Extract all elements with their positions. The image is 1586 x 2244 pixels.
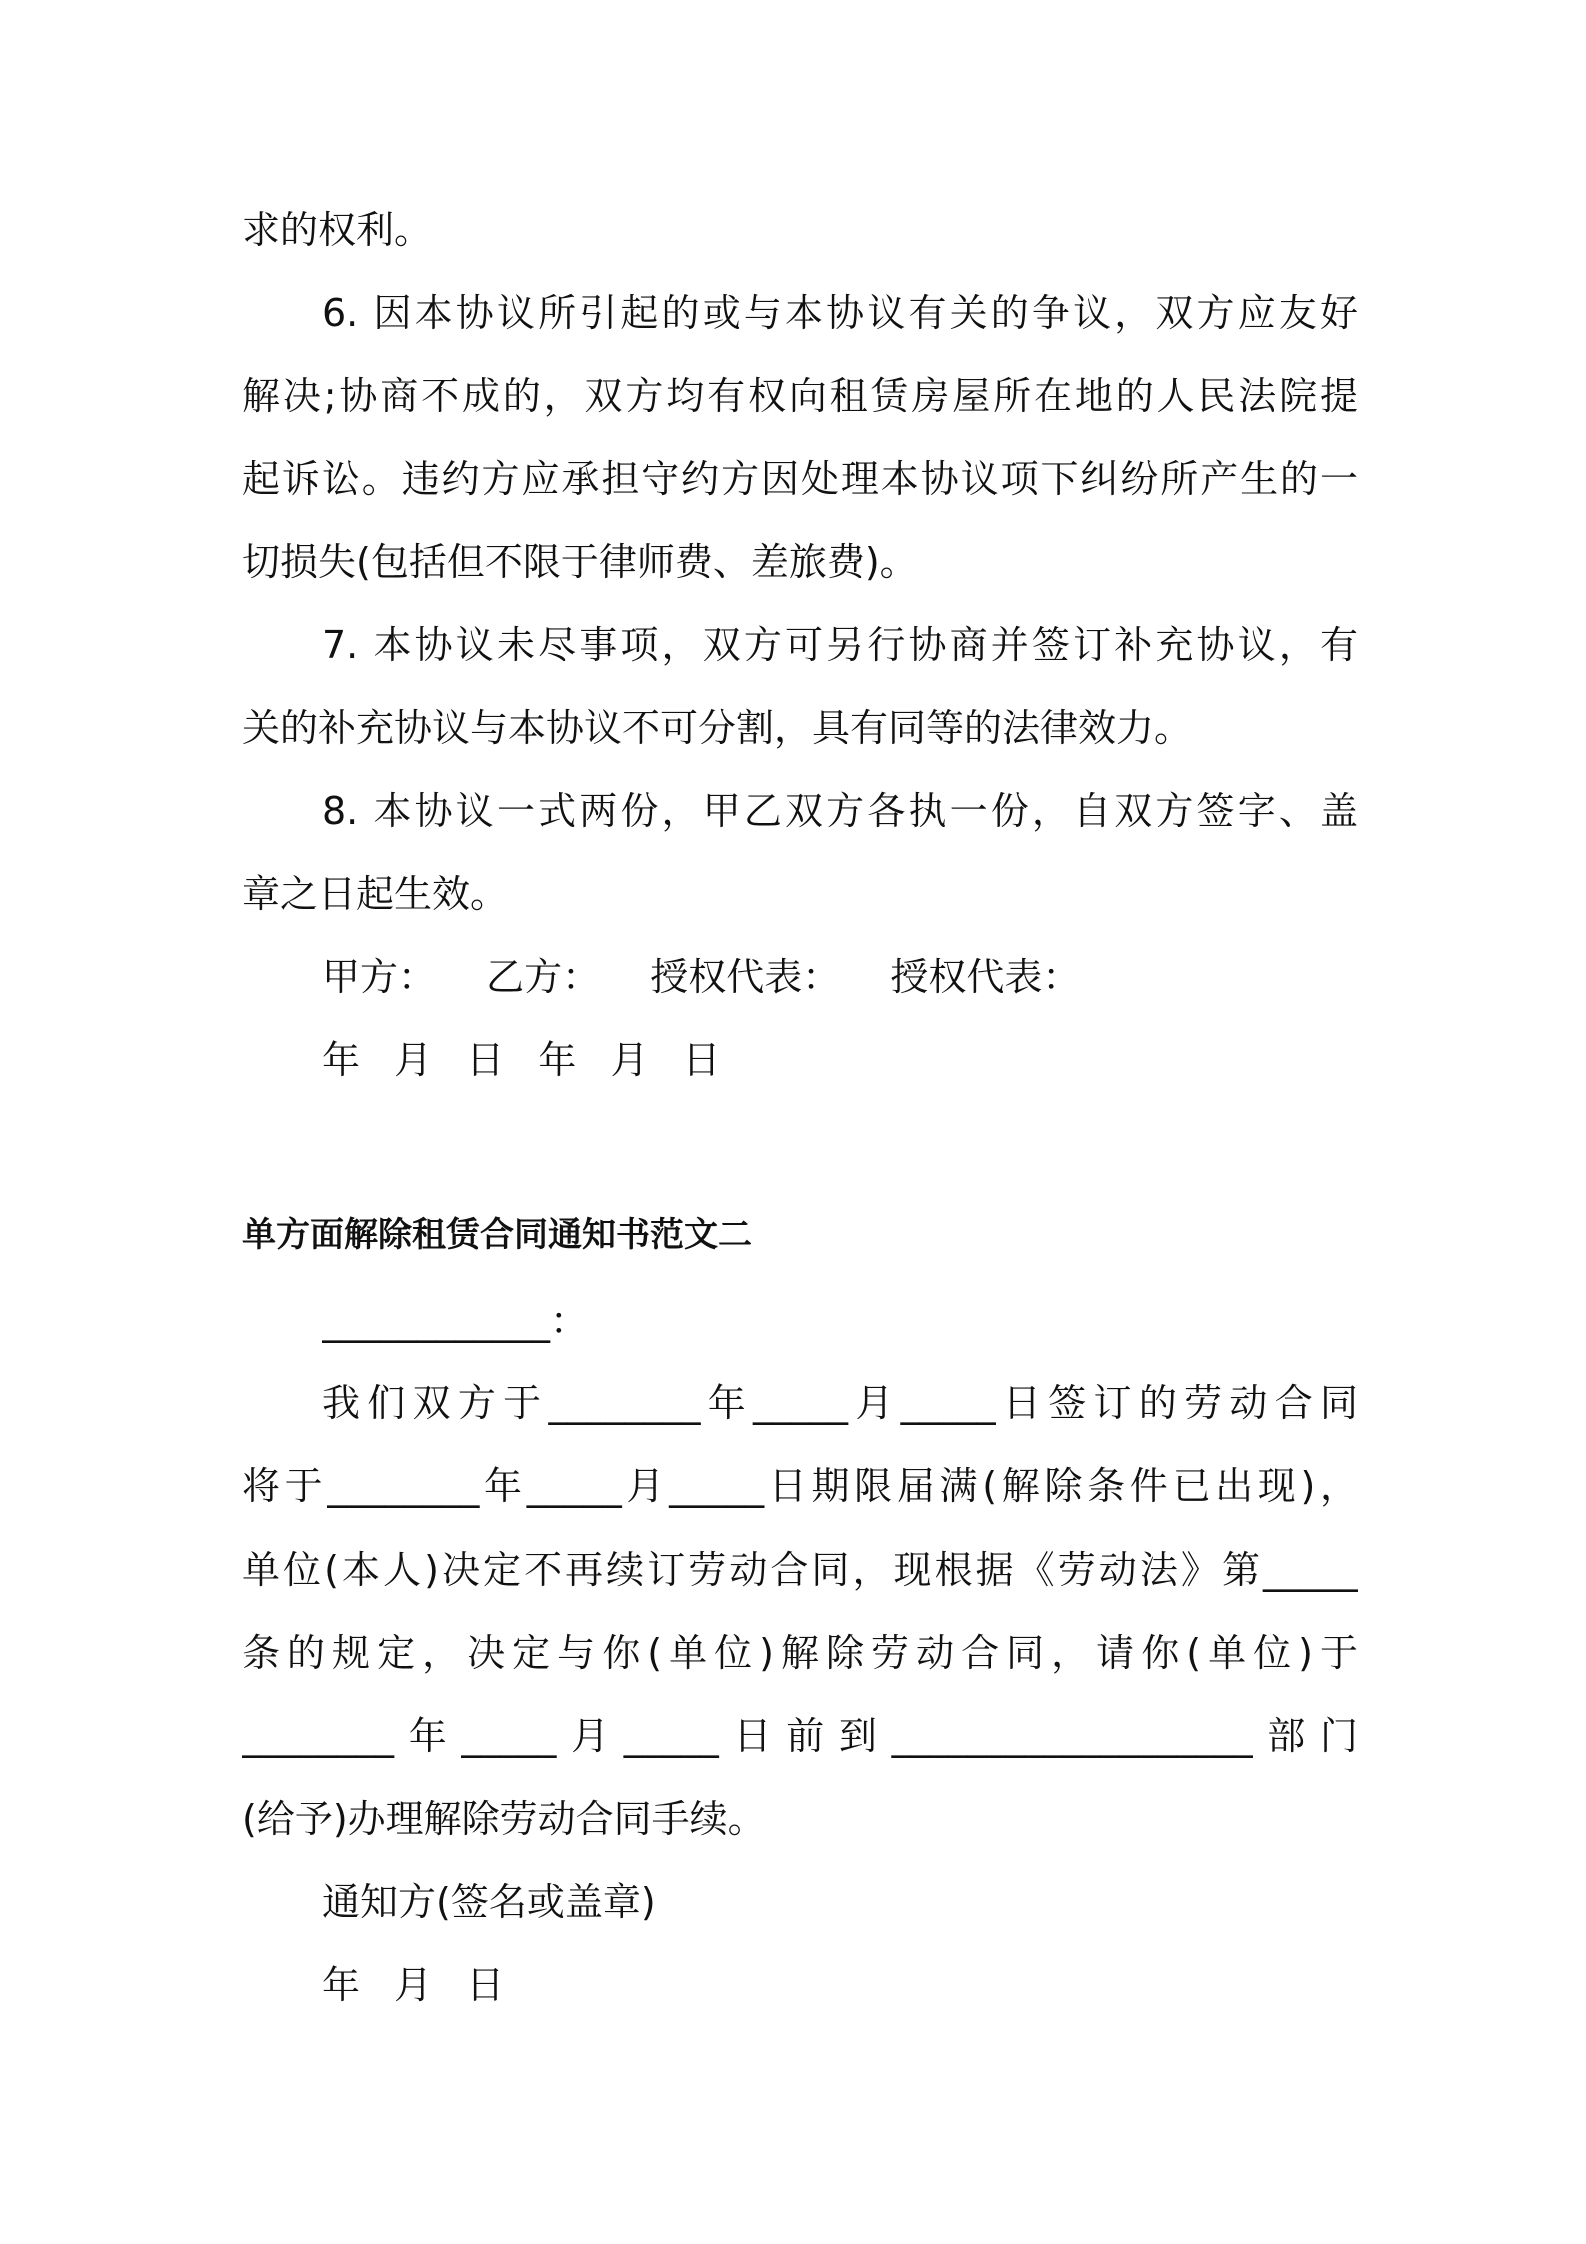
addressee-line: ____________： [322,1299,589,1343]
paragraph-line: 条的规定，决定与你(单位)解除劳动合同，请你(单位)于 [242,1631,1358,1675]
paragraph-line: 我们双方于________年_____月_____日签订的劳动合同 [322,1381,1358,1425]
paragraph-line: 起诉讼。违约方应承担守约方因处理本协议项下纠纷所产生的一 [242,457,1358,501]
paragraph-line: 单位(本人)决定不再续订劳动合同，现根据《劳动法》第_____ [242,1548,1358,1592]
date-day: 日 [682,1038,721,1082]
date-month: 月 [394,1038,433,1082]
paragraph-line: ________年_____月_____日前到___________________部门 [242,1714,1358,1758]
date-year: 年 [322,1038,361,1082]
paragraph-line: 章之日起生效。 [242,872,509,916]
paragraph-line: 求的权利。 [242,208,433,252]
date-year: 年 [322,1963,361,2007]
paragraph-line: 关的补充协议与本协议不可分割，具有同等的法律效力。 [242,706,1193,750]
date-month: 月 [610,1038,649,1082]
paragraph-line: 切损失(包括但不限于律师费、差旅费)。 [242,540,918,584]
date-row [322,1960,1358,2010]
rep-a-label: 授权代表： [650,955,841,999]
party-b-label: 乙方： [486,955,601,999]
paragraph-line: (给予)办理解除劳动合同手续。 [242,1797,766,1841]
paragraph-line: 解决;协商不成的，双方均有权向租赁房屋所在地的人民法院提 [242,374,1358,418]
paragraph-line: 将于________年_____月_____日期限届满(解除条件已出现)， [242,1464,1358,1508]
date-year: 年 [538,1038,577,1082]
party-a-label: 甲方： [322,955,437,999]
paragraph-line: 6. 因本协议所引起的或与本协议有关的争议，双方应友好 [322,291,1358,335]
rep-b-label: 授权代表： [890,955,1081,999]
paragraph-line: 8. 本协议一式两份，甲乙双方各执一份，自双方签字、盖 [322,789,1358,833]
section-title: 单方面解除租赁合同通知书范文二 [242,1215,752,1255]
paragraph-line: 7. 本协议未尽事项，双方可另行协商并签订补充协议，有 [322,623,1358,667]
date-month: 月 [394,1963,433,2007]
notifier-line: 通知方(签名或盖章) [322,1880,656,1924]
date-row [322,1035,1358,1085]
date-day: 日 [466,1038,505,1082]
signature-row [322,952,1358,1002]
date-day: 日 [466,1963,505,2007]
